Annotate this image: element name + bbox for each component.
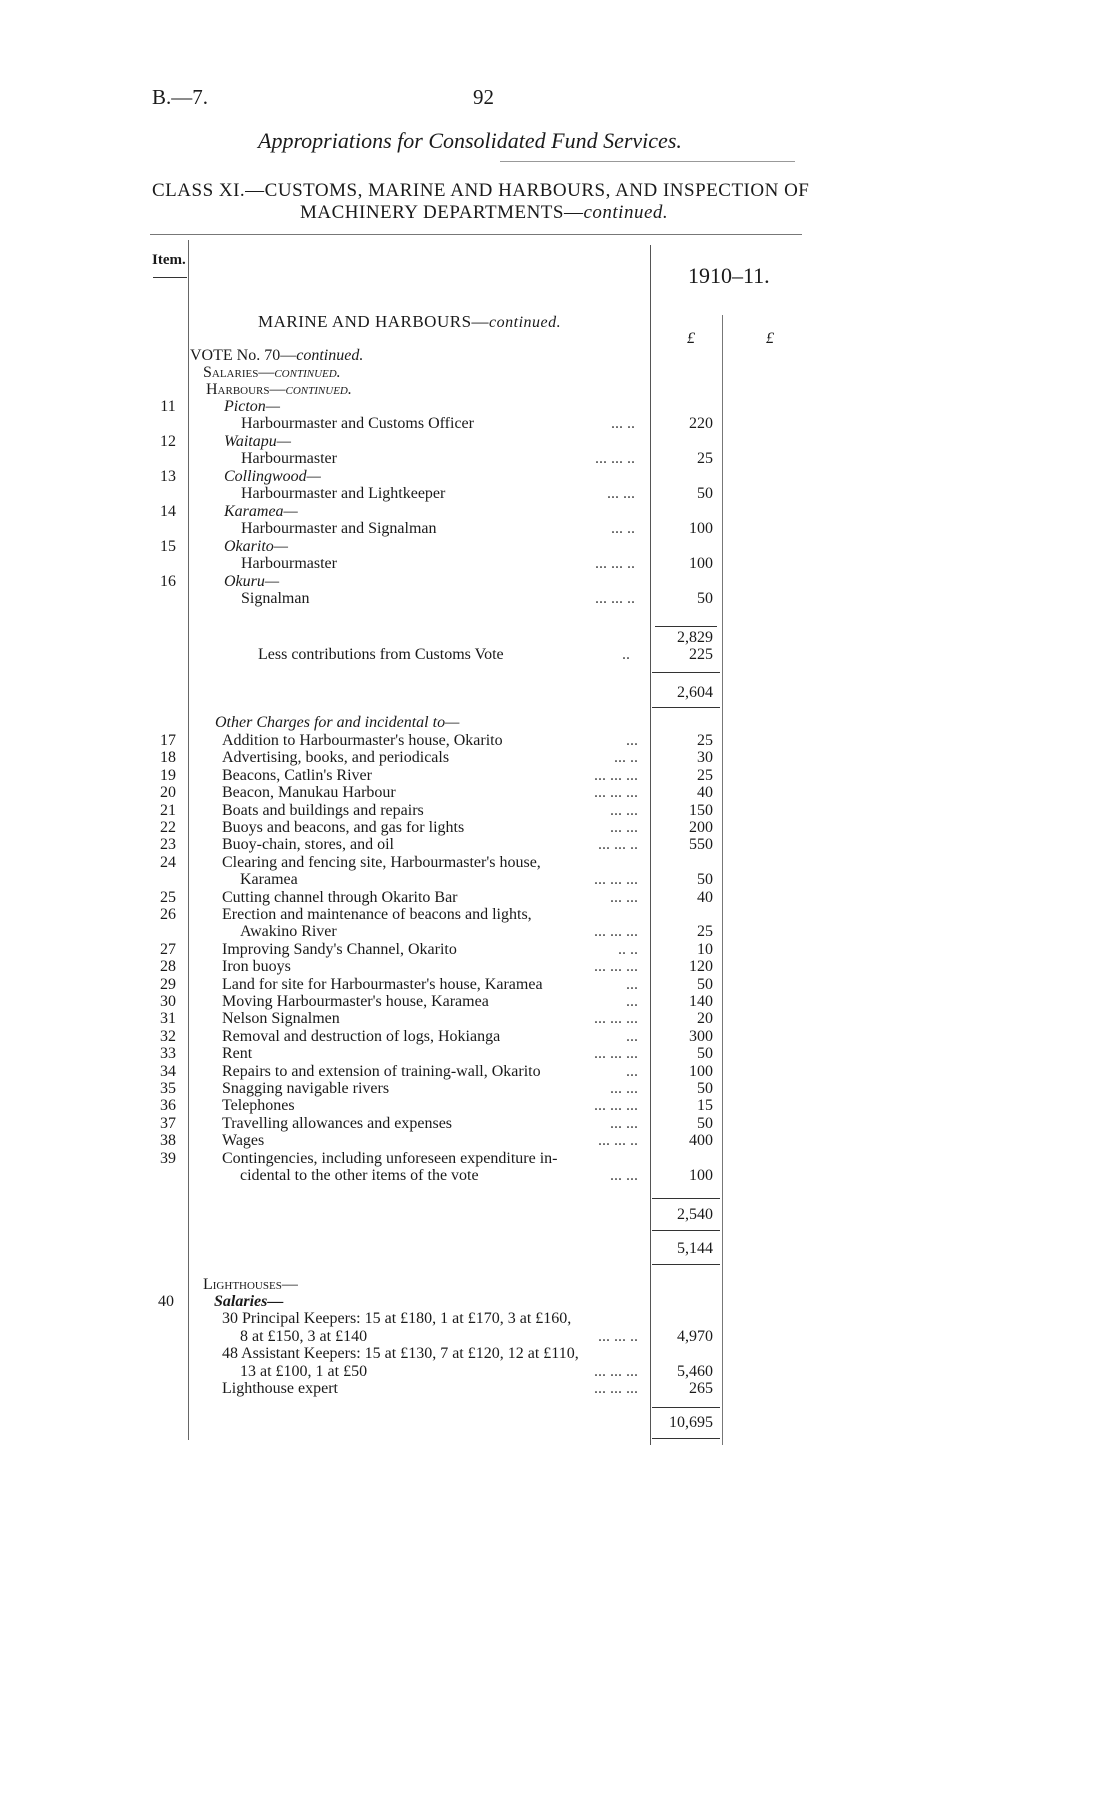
item-amount: 50 [697, 1114, 713, 1132]
less-contributions-label: Less contributions from Customs Vote [258, 646, 504, 663]
salaries-label: Salaries— [203, 364, 275, 381]
item-amount: 50 [697, 975, 713, 993]
other-charge-description: Beacon, Manukau Harbour [222, 784, 396, 802]
harbour-place-name: Waitapu— [224, 433, 291, 450]
class-heading-cont: continued. [583, 202, 669, 223]
item-number: 17 [160, 732, 176, 749]
harbour-item-desc-row [0, 415, 1114, 435]
item-number: 15 [160, 538, 176, 555]
item-number: 20 [160, 784, 176, 802]
leader-dots: ... [626, 1027, 638, 1045]
leader-dots: ... ... ... [594, 1380, 638, 1397]
vote-total: 5,144 [677, 1240, 713, 1257]
other-charge-description: Land for site for Harbourmaster's house, Karamea [222, 975, 543, 993]
item-amount: 50 [697, 485, 713, 502]
vote-total-rule [652, 1264, 720, 1265]
leader-dots: ... ... ... [594, 1010, 638, 1028]
item-number: 11 [160, 398, 176, 415]
vote-cont: continued. [296, 347, 364, 364]
item-number: 12 [160, 433, 176, 450]
item-amount: 40 [697, 784, 713, 802]
lighthouse-description: 30 Principal Keepers: 15 at £180, 1 at £170, 3 at £160, [222, 1310, 572, 1327]
item-amount: 200 [689, 819, 713, 836]
leader-dots: ... [626, 993, 638, 1010]
class-heading-line2 [300, 202, 668, 224]
pound-sign-column2: £ [766, 330, 774, 347]
lighthouse-description: 48 Assistant Keepers: 15 at £130, 7 at £120, 12 at £110, [222, 1345, 579, 1362]
other-charge-description: Contingencies, including unforeseen expenditure in- [222, 1149, 558, 1167]
other-charge-description: cidental to the other items of the vote [240, 1167, 479, 1184]
item-number: 31 [160, 1010, 176, 1028]
other-charge-description: Buoys and beacons, and gas for lights [222, 819, 465, 836]
item-amount: 25 [697, 766, 713, 784]
item-number: 24 [160, 853, 176, 871]
item-header-rule [153, 277, 187, 278]
leader-dots: ... [626, 732, 638, 749]
item-amount: 100 [689, 1167, 713, 1184]
item-amount: 120 [689, 958, 713, 976]
other-charges-heading: Other Charges for and incidental to— [215, 714, 460, 731]
other-charge-description: Rent [222, 1045, 253, 1063]
item-amount: 25 [697, 923, 713, 941]
item-number: 34 [160, 1062, 176, 1080]
leader-dots: ... ... ... [594, 1362, 638, 1380]
item-amount: 265 [689, 1380, 713, 1397]
leader-dots: ... ... [610, 1114, 638, 1132]
item-number: 35 [160, 1080, 176, 1097]
harbours-label: Harbours— [206, 381, 286, 398]
less-contributions-amount: 225 [689, 646, 713, 663]
item-amount: 40 [697, 888, 713, 906]
lighthouses-total: 10,695 [669, 1414, 713, 1431]
header-rule [150, 234, 802, 235]
leader-dots: ... ... [610, 819, 638, 836]
other-charge-description: Improving Sandy's Channel, Okarito [222, 940, 457, 958]
lighthouses-heading: Lighthouses— [203, 1276, 298, 1293]
leader-dots: ... ... .. [595, 555, 635, 572]
item-number: 13 [160, 468, 176, 485]
leader-dots: ... ... ... [594, 766, 638, 784]
leader-dots: ... ... .. [595, 590, 635, 607]
leader-dots: ... ... [610, 888, 638, 906]
item-number: 22 [160, 819, 176, 836]
class-heading-main: MACHINERY DEPARTMENTS— [300, 202, 584, 223]
leader-dots: ... ... ... [594, 958, 638, 976]
salaries-cont: continued. [274, 364, 341, 381]
other-charge-description: Moving Harbourmaster's house, Karamea [222, 993, 489, 1010]
item-column-header: Item. [152, 252, 186, 268]
salaries-sum-rule [655, 626, 717, 627]
harbour-item-desc-row [0, 450, 1114, 470]
leader-dots: ... [626, 975, 638, 993]
other-charge-description: Removal and destruction of logs, Hokianga [222, 1027, 501, 1045]
class-heading-line1: CLASS XI.—CUSTOMS, MARINE AND HARBOURS, AND INSPECTION OF [152, 180, 810, 201]
harbour-item-desc-row [0, 520, 1114, 540]
less-contributions-dots: .. [622, 646, 630, 663]
harbour-item-description: Harbourmaster [241, 450, 337, 467]
item-amount: 100 [689, 1062, 713, 1080]
item-number: 18 [160, 749, 176, 767]
lighthouses-item-number: 40 [158, 1293, 174, 1310]
item-amount: 150 [689, 801, 713, 819]
harbour-item-description: Signalman [241, 590, 310, 607]
item-amount: 30 [697, 749, 713, 767]
item-amount: 20 [697, 1010, 713, 1028]
year-column-header: 1910–11. [688, 263, 770, 288]
item-amount: 140 [689, 993, 713, 1010]
harbour-item-description: Harbourmaster and Customs Officer [241, 415, 474, 432]
salaries-net-rule-top [652, 672, 720, 673]
item-number: 27 [160, 940, 176, 958]
other-charge-description: Wages [222, 1132, 265, 1150]
harbour-item-description: Harbourmaster and Lightkeeper [241, 485, 446, 502]
item-number: 36 [160, 1097, 176, 1115]
section-heading-main: MARINE AND HARBOURS— [258, 312, 490, 331]
item-amount: 15 [697, 1097, 713, 1115]
other-charge-description: Boats and buildings and repairs [222, 801, 424, 819]
title-rule [500, 161, 795, 162]
item-number: 25 [160, 888, 176, 906]
leader-dots: ... ... .. [598, 1132, 638, 1150]
other-charge-description: Addition to Harbourmaster's house, Okarito [222, 732, 503, 749]
salaries-net-total: 2,604 [677, 684, 713, 701]
vote-label: VOTE No. 70— [190, 347, 297, 364]
leader-dots: ... ... .. [598, 836, 638, 854]
leader-dots: ... ... ... [594, 923, 638, 941]
item-number: 16 [160, 573, 176, 590]
leader-dots: ... ... [610, 1167, 638, 1184]
page-title: Appropriations for Consolidated Fund Services. [258, 128, 682, 153]
section-heading [258, 312, 561, 332]
harbour-item-description: Harbourmaster and Signalman [241, 520, 437, 537]
item-amount: 100 [689, 555, 713, 572]
leader-dots: ... ... ... [594, 784, 638, 802]
item-number: 38 [160, 1132, 176, 1150]
item-number: 14 [160, 503, 176, 520]
item-number: 39 [160, 1149, 176, 1167]
other-charges-subtotal: 2,540 [677, 1206, 713, 1223]
item-amount: 550 [689, 836, 713, 854]
page-number: 92 [473, 85, 494, 109]
other-charge-description: Advertising, books, and periodicals [222, 749, 450, 767]
leader-dots: .. .. [618, 940, 638, 958]
other-charge-description: Buoy-chain, stores, and oil [222, 836, 394, 854]
item-amount: 220 [689, 415, 713, 432]
other-charge-row [0, 1167, 1114, 1187]
other-charge-description: Telephones [222, 1097, 295, 1115]
other-charge-description: Beacons, Catlin's River [222, 766, 372, 784]
item-amount: 25 [697, 450, 713, 467]
lighthouse-row [0, 1380, 1114, 1400]
leader-dots: ... ... .. [595, 450, 635, 467]
item-number: 37 [160, 1114, 176, 1132]
salaries-heading [203, 364, 341, 382]
lighthouses-total-rule-top [652, 1407, 720, 1408]
lighthouse-description: 13 at £100, 1 at £50 [240, 1362, 368, 1380]
lighthouses-salaries-heading: Salaries— [214, 1293, 284, 1310]
item-number: 21 [160, 801, 176, 819]
harbour-place-name: Okarito— [224, 538, 288, 555]
harbour-item-desc-row [0, 555, 1114, 575]
item-amount: 25 [697, 732, 713, 749]
pound-sign-column1: £ [687, 330, 695, 347]
leader-dots: ... ... ... [594, 871, 638, 889]
item-number: 32 [160, 1027, 176, 1045]
leader-dots: ... ... [607, 485, 635, 502]
other-charge-description: Repairs to and extension of training-wall, Okarito [222, 1062, 541, 1080]
harbour-place-name: Karamea— [224, 503, 298, 520]
leader-dots: ... .. [611, 520, 635, 537]
leader-dots: ... [626, 1062, 638, 1080]
lighthouses-total-rule-bottom [652, 1438, 720, 1439]
item-amount: 10 [697, 940, 713, 958]
other-charge-description: Cutting channel through Okarito Bar [222, 888, 458, 906]
item-amount: 50 [697, 871, 713, 889]
item-number: 30 [160, 993, 176, 1010]
item-amount: 4,970 [677, 1327, 713, 1345]
lighthouse-description: Lighthouse expert [222, 1380, 338, 1397]
other-charge-description: Travelling allowances and expenses [222, 1114, 453, 1132]
other-charges-subtotal-rule-bottom [652, 1230, 720, 1231]
harbours-cont: continued. [285, 381, 352, 398]
leader-dots: ... ... [610, 1080, 638, 1097]
other-charge-description: Nelson Signalmen [222, 1010, 340, 1028]
harbour-item-desc-row [0, 590, 1114, 610]
leader-dots: ... ... [610, 801, 638, 819]
document-reference: B.—7. [152, 85, 209, 109]
harbour-place-name: Okuru— [224, 573, 280, 590]
item-number: 19 [160, 766, 176, 784]
other-charges-subtotal-rule-top [652, 1198, 720, 1199]
leader-dots: ... ... .. [598, 1327, 638, 1345]
harbour-place-name: Collingwood— [224, 468, 321, 485]
leader-dots: ... .. [614, 749, 638, 767]
leader-dots: ... ... ... [594, 1045, 638, 1063]
item-number: 33 [160, 1045, 176, 1063]
item-amount: 300 [689, 1027, 713, 1045]
other-charge-description: Erection and maintenance of beacons and lights, [222, 906, 532, 923]
other-charge-description: Karamea [240, 871, 298, 889]
item-amount: 400 [689, 1132, 713, 1150]
leader-dots: ... .. [611, 415, 635, 432]
vote-heading [190, 347, 363, 365]
item-number: 23 [160, 836, 176, 854]
item-amount: 50 [697, 1080, 713, 1097]
item-number: 28 [160, 958, 176, 976]
salaries-gross-total: 2,829 [677, 629, 713, 646]
leader-dots: ... ... ... [594, 1097, 638, 1115]
harbours-heading [206, 381, 352, 399]
other-charge-description: Awakino River [240, 923, 337, 941]
item-number: 29 [160, 975, 176, 993]
harbour-item-description: Harbourmaster [241, 555, 337, 572]
harbour-place-name: Picton— [224, 398, 280, 415]
section-heading-cont: continued. [489, 314, 562, 331]
item-amount: 5,460 [677, 1362, 713, 1380]
item-amount: 100 [689, 520, 713, 537]
other-charge-description: Snagging navigable rivers [222, 1080, 390, 1097]
harbour-item-desc-row [0, 485, 1114, 505]
other-charge-description: Iron buoys [222, 958, 291, 976]
item-number: 26 [160, 906, 176, 923]
item-amount: 50 [697, 590, 713, 607]
other-charge-description: Clearing and fencing site, Harbourmaster's house, [222, 853, 541, 871]
item-amount: 50 [697, 1045, 713, 1063]
salaries-net-rule-bottom [652, 707, 720, 708]
lighthouse-description: 8 at £150, 3 at £140 [240, 1327, 368, 1345]
